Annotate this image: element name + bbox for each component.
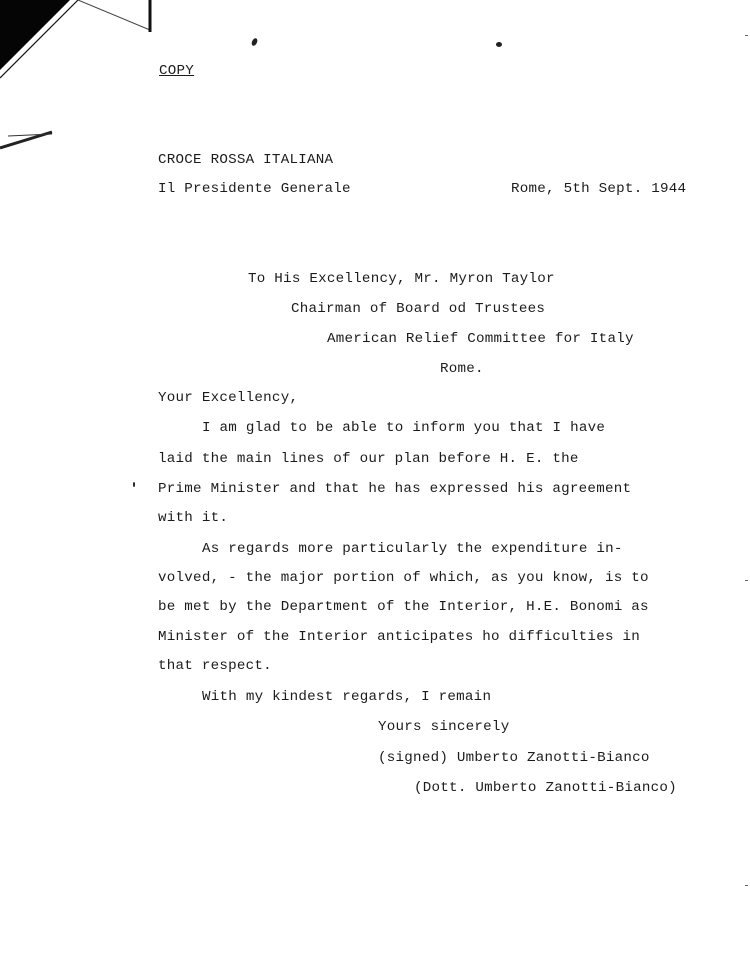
- place-date: Rome, 5th Sept. 1944: [511, 181, 687, 197]
- body-line: that respect.: [158, 658, 272, 674]
- recipient-line: Chairman of Board od Trustees: [291, 301, 546, 317]
- scan-edge-mark: [745, 580, 748, 581]
- closing-regards: With my kindest regards, I remain: [202, 689, 492, 705]
- body-line: be met by the Department of the Interior, H.E. Bonomi as: [158, 599, 649, 615]
- scan-edge-mark: [745, 885, 748, 886]
- letterhead-office: Il Presidente Generale: [158, 181, 351, 197]
- ink-speck: [133, 482, 135, 487]
- body-line: volved, - the major portion of which, as you know, is to: [158, 570, 649, 586]
- scan-edge-mark: [745, 35, 748, 36]
- closing-sincerely: Yours sincerely: [378, 719, 510, 735]
- body-line: with it.: [158, 510, 229, 526]
- ink-speck: [496, 42, 502, 47]
- salutation: Your Excellency,: [158, 390, 299, 406]
- folded-corner-mark: [0, 0, 160, 150]
- body-line: Minister of the Interior anticipates ho difficulties in: [158, 629, 641, 645]
- body-line: I am glad to be able to inform you that I have: [202, 420, 606, 436]
- letterhead-organization: CROCE ROSSA ITALIANA: [158, 152, 334, 168]
- recipient-line: Rome.: [440, 361, 484, 377]
- recipient-line: To His Excellency, Mr. Myron Taylor: [248, 271, 555, 287]
- copy-mark: COPY: [159, 63, 195, 79]
- signature-line: (signed) Umberto Zanotti-Bianco: [378, 750, 650, 766]
- printed-name: (Dott. Umberto Zanotti-Bianco): [414, 780, 677, 796]
- recipient-line: American Relief Committee for Italy: [327, 331, 634, 347]
- body-line: laid the main lines of our plan before H. E. the: [158, 451, 579, 467]
- body-line: Prime Minister and that he has expressed his agreement: [158, 481, 632, 497]
- body-line: As regards more particularly the expenditure in-: [202, 541, 623, 557]
- ink-speck: [251, 37, 259, 46]
